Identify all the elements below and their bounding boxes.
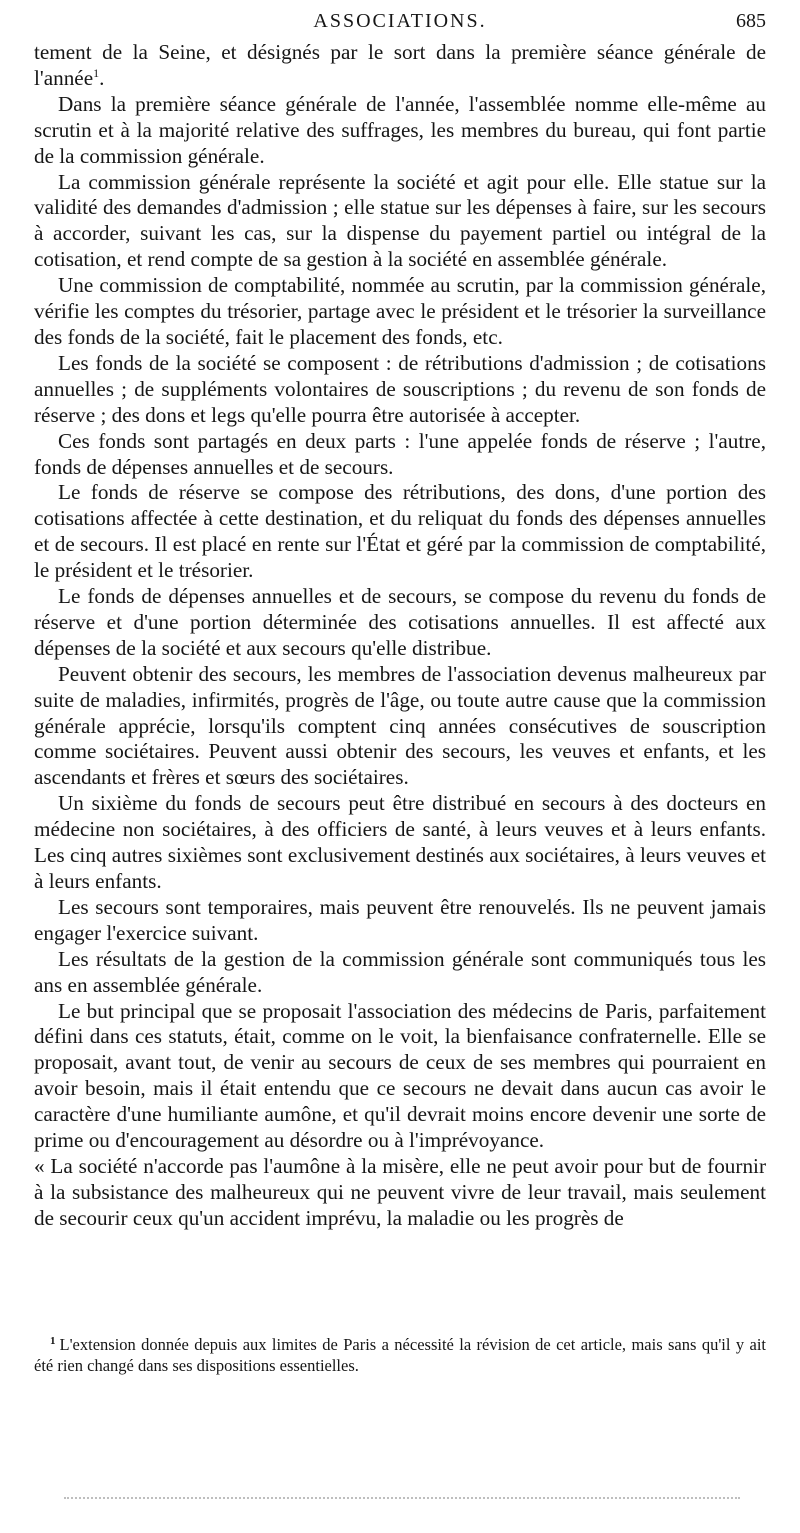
paragraph: Les secours sont temporaires, mais peuvent être renouvelés. Ils ne peuvent jamais engager l'exercice suivant. [34, 894, 766, 945]
body-text [34, 40, 766, 1232]
paragraph: Un sixième du fonds de secours peut être distribué en secours à des docteurs en médecine non sociétaires, à des officiers de santé, à leurs veuves et à leurs enfants. Les cinq autres sixièmes sont exclusivement destinés aux sociétaires, à leurs veuves et à leurs enfants. [34, 791, 766, 893]
running-title: ASSOCIATIONS. [313, 10, 487, 32]
paragraph: Peuvent obtenir des secours, les membres de l'association devenus malheureux par suite de maladies, infirmités, progrès de l'âge, ou toute autre cause que la commission générale apprécie, lorsqu'ils comptent cinq années consécutives de souscription comme sociétaires. Peuvent aussi obtenir des secours, les veuves et enfants, et les ascendants et frères et sœurs des sociétaires. [34, 661, 766, 790]
footnote-mark: 1 [50, 1334, 56, 1347]
paragraph: Dans la première séance générale de l'année, l'assemblée nomme elle-même au scrutin et à la majorité relative des suffrages, les membres du bureau, qui font partie de la commission générale. [34, 91, 766, 168]
footnote [34, 1334, 766, 1376]
footnote-reference[interactable]: 1 [93, 65, 100, 80]
paragraph-continued [34, 40, 766, 92]
paragraph: La commission générale représente la société et agit pour elle. Elle statue sur la validité des demandes d'admission ; elle statue sur les dépenses à faire, sur les secours à accorder, suivant les cas, sur la dispense du payement partiel ou intégral de la cotisation, et rend compte de sa gestion à la société en assemblée générale. [34, 169, 766, 272]
paragraph: Le fonds de dépenses annuelles et de secours, se compose du revenu du fonds de réserve et d'une portion déterminée des cotisations annuelles. Il est affecté aux dépenses de la société et aux secours qu'elle distribue. [34, 584, 766, 660]
footnote-text: L'extension donnée depuis aux limites de Paris a nécessité la révision de cet article, mais sans qu'il y ait été rien changé dans ses dispositions essentielles. [34, 1335, 766, 1375]
paragraph: Le but principal que se proposait l'association des médecins de Paris, parfaitement défini dans ces statuts, était, comme on le voit, la bienfaisance confraternelle. Elle se proposait, avant tout, de venir au secours de ceux de ses membres qui pourraient en avoir besoin, mais il était entendu que ce secours ne devait dans aucun cas avoir le caractère d'une humiliante aumône, et qu'il devrait moins encore devenir une sorte de prime ou d'encouragement au désordre ou à l'imprévoyance. [34, 998, 766, 1153]
paragraph: Les résultats de la gestion de la commission générale sont communiqués tous les ans en assemblée générale. [34, 946, 766, 997]
footnotes [34, 1334, 766, 1376]
paragraph-text: tement de la Seine, et désignés par le sort dans la première séance générale de l'année [34, 40, 766, 90]
running-head [34, 6, 766, 40]
paragraph: Une commission de comptabilité, nommée au scrutin, par la commission générale, vérifie les comptes du trésorier, partage avec le président et le trésorier la surveillance des fonds de la société, fait le placement des fonds, etc. [34, 273, 766, 349]
page-number: 685 [736, 10, 766, 32]
quoted-paragraph: « La société n'accorde pas l'aumône à la misère, elle ne peut avoir pour but de fournir à la subsistance des malheureux qui ne peuvent vivre de leur travail, mais seulement de secourir ceux qu'un accident imprévu, la maladie ou les progrès de [34, 1153, 766, 1230]
paragraph-text-end: . [99, 65, 105, 90]
paragraph: Les fonds de la société se composent : de rétributions d'admission ; de cotisations annuelles ; de suppléments volontaires de souscriptions ; du revenu de son fonds de réserve ; des dons et legs qu'elle pourra être autorisée à accepter. [34, 350, 766, 427]
paragraph: Le fonds de réserve se compose des rétributions, des dons, d'une portion des cotisations affectée à cette destination, et du reliquat du fonds des dépenses annuelles et de secours. Il est placé en rente sur l'État et géré par la commission de comptabilité, le président et le trésorier. [34, 480, 766, 583]
paragraph: Ces fonds sont partagés en deux parts : l'une appelée fonds de réserve ; l'autre, fonds de dépenses annuelles et de secours. [34, 428, 766, 479]
bottom-dotted-rule [64, 1497, 740, 1499]
